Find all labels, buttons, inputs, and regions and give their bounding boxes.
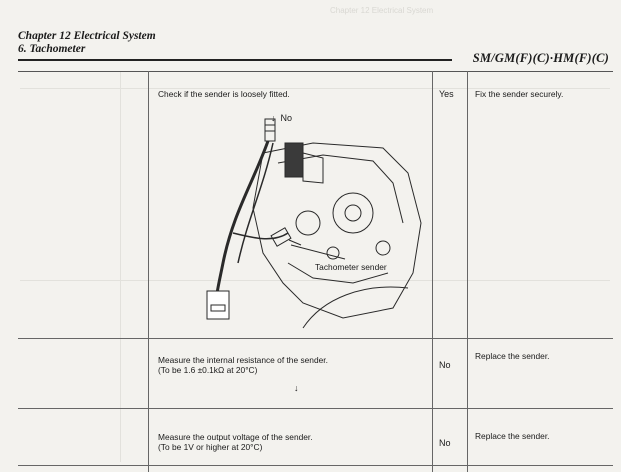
figure-label: Tachometer sender (315, 262, 387, 272)
check-step-text: Check if the sender is loosely fitted. (158, 89, 290, 99)
row-divider (18, 408, 613, 409)
chapter-heading (18, 30, 156, 56)
check-step-spec: (To be 1.6 ±0.1kΩ at 20°C) (158, 365, 258, 375)
no-label: No (280, 113, 293, 123)
bleed-through-line (120, 72, 121, 462)
action-text: Replace the sender. (475, 431, 550, 441)
check-step-text: Measure the output voltage of the sender. (158, 432, 313, 442)
column-divider (148, 71, 149, 472)
header-rule (18, 59, 452, 61)
check-step-text: Measure the internal resistance of the sender. (158, 355, 328, 365)
check-step-spec: (To be 1V or higher at 20°C) (158, 442, 263, 452)
model-code: SM/GM(F)(C)·HM(F)(C) (472, 51, 609, 65)
down-arrow-icon: ↓ (294, 383, 299, 393)
down-arrow-icon: ↓ (271, 113, 276, 123)
result-yes: Yes (439, 89, 454, 99)
column-divider (467, 71, 468, 472)
table-top-border (18, 71, 613, 72)
result-no: No (439, 438, 451, 448)
section-title: 6. Tachometer (18, 43, 86, 55)
bleed-through-text: Chapter 12 Electrical System (330, 6, 434, 15)
tachometer-sender-illustration (193, 113, 425, 331)
action-text: Fix the sender securely. (475, 89, 564, 99)
result-no: No (439, 360, 451, 370)
table-bottom-border (18, 465, 613, 466)
action-text: Replace the sender. (475, 351, 550, 361)
column-divider (432, 71, 433, 472)
row-divider (18, 338, 613, 339)
chapter-title: Chapter 12 Electrical System (18, 30, 156, 42)
